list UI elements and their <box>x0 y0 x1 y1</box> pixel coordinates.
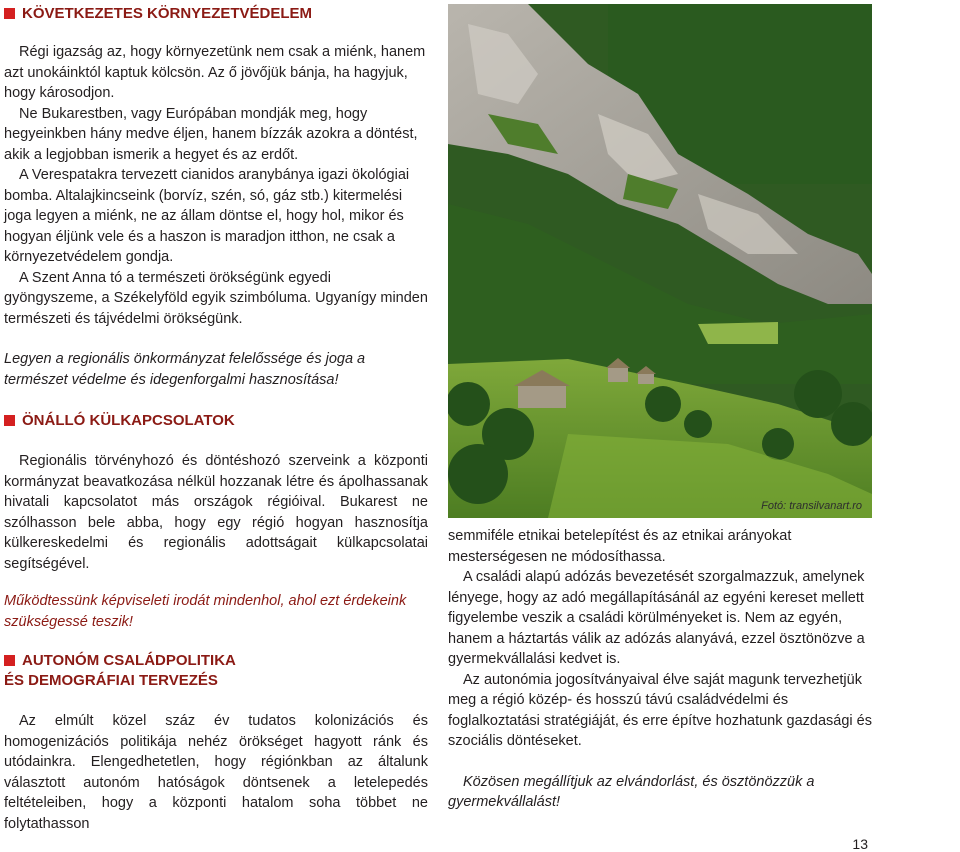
right-column <box>448 526 872 813</box>
section-heading-environment <box>4 4 428 24</box>
heading-text-line-2: ÉS DEMOGRÁFIAI TERVEZÉS <box>4 672 218 689</box>
heading-text: ÖNÁLLÓ KÜLKAPCSOLATOK <box>22 412 235 429</box>
red-square-marker-icon <box>4 8 15 19</box>
left-column <box>4 4 428 834</box>
paragraph: Regionális törvényhozó és döntéshozó szerveink a központi kormányzat beavatkozása nélkül hozzanak létre és ápolhassanak hivatali kapcsolatot más országok régióival. Bukarest ne szólhasson bele abba, hogy egy régió hogyan hasznosítja külkereskedelmi és regionális adottságait külkapcsolatai segítségével. <box>4 453 428 572</box>
paragraph: A családi alapú adózás bevezetését szorgalmazzuk, amelynek lényege, hogy az adó megállapításánál az egyéni kereset mellett figyelembe veszik a családi körülményeket is. Nem az egyén, hanem a háztartás válik az adózás alanyává, ezzel ösztönözve a gyermekvállalási kedvet is. <box>448 569 865 667</box>
paragraph: A Verespatakra tervezett cianidos aranybánya igazi ökológiai bomba. Altalajkincseink (borvíz, szén, só, gáz stb.) kitermelési joga legyen a miénk, ne az állam döntse el, hogy hol, mikor és hogyan éljünk vele és a haszon is maradjon itthon, ne csak a környezetvédelem gondja. <box>4 167 410 265</box>
italic-statement: Működtessünk képviseleti irodát mindenhol, ahol ezt érdekeink szükségessé teszik! <box>4 593 407 630</box>
red-square-marker-icon <box>4 655 15 666</box>
heading-text-line-1: AUTONÓM CSALÁDPOLITIKA <box>22 652 236 669</box>
section-heading-family-policy-line-2 <box>4 671 428 691</box>
paragraph: Régi igazság az, hogy környezetünk nem csak a miénk, hanem azt unokáinktól kaptuk kölcsön. Az ő jövőjük bánja, ha hagyjuk, hogy károsodjon. <box>4 44 426 101</box>
section-heading-family-policy <box>4 651 428 671</box>
paragraph: A Szent Anna tó a természeti örökségünk egyedi gyöngyszeme, a Székelyföld egyik szimbóluma. Ugyanígy minden természeti és tájvédelmi örökségünk. <box>4 269 428 327</box>
landscape-photo <box>448 4 872 518</box>
paragraph: Ne Bukarestben, vagy Európában mondják meg, hogy hegyeinkben hány medve éljen, hanem bízzák azokra a döntést, akik a legjobban ismerik a hegyet és az erdőt. <box>4 105 418 163</box>
red-square-marker-icon <box>4 415 15 426</box>
paragraph: semmiféle etnikai betelepítést és az etnikai arányokat mesterségesen ne módosíthassa. <box>448 528 792 565</box>
section-heading-foreign-relations <box>4 411 428 431</box>
italic-statement: Legyen a regionális önkormányzat felelőssége és joga a természet védelme és idegenforgalmi hasznosítása! <box>4 351 366 388</box>
page-number: 13 <box>852 836 868 852</box>
heading-text: KÖVETKEZETES KÖRNYEZETVÉDELEM <box>22 5 313 22</box>
italic-statement: Közösen megállítjuk az elvándorlást, és ösztönözzük a gyermekvállalást! <box>448 773 815 810</box>
paragraph: Az autonómia jogosítványaival élve saját magunk tervezhetjük meg a régió közép- és hosszú távú családvédelmi és foglalkoztatási stratégiáját, és erre építve hozhatunk gazdasági és szociális döntéseket. <box>448 671 872 749</box>
paragraph: Az elmúlt közel száz év tudatos kolonizációs és homogenizációs politikája nehéz örökséget hagyott ránk és utódainkra. Elengedhetetlen, hogy régiónkban az általunk választott autonóm hatóságok döntsenek a letelepedés feltételeiben, hogy a központi hatalom soha többet ne folytathasson <box>4 713 428 832</box>
photo-caption: Fotó: transilvanart.ro <box>761 500 862 512</box>
mountain-landscape-image <box>448 4 872 518</box>
